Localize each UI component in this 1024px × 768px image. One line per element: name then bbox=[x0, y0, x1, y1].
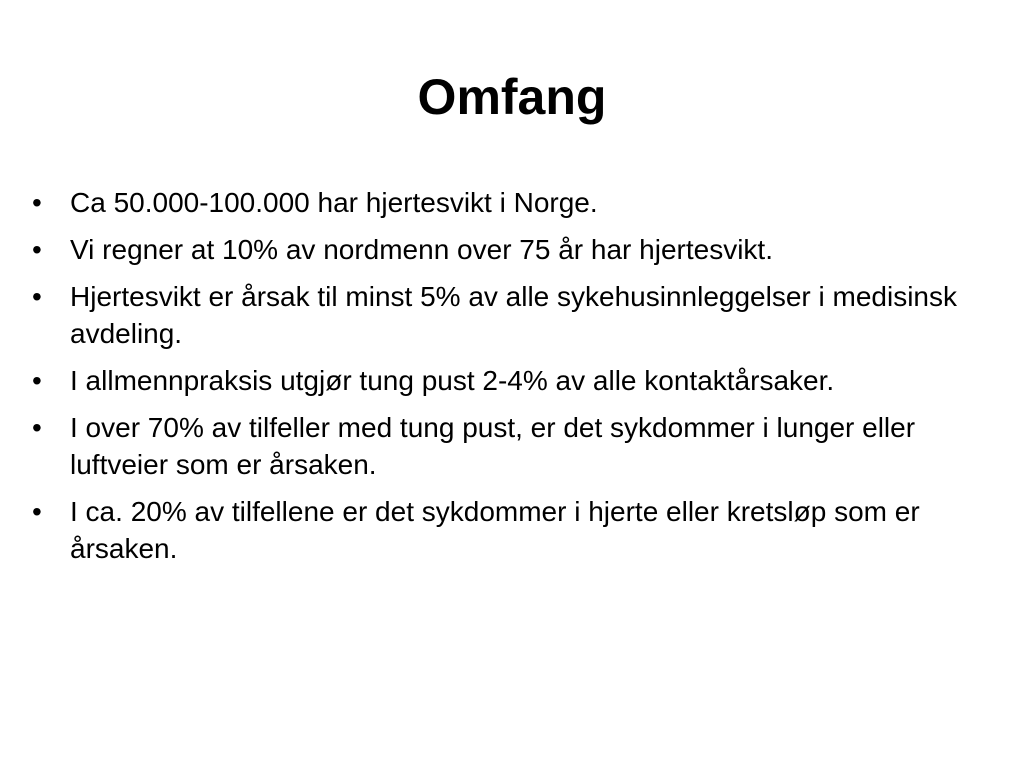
bullet-item bbox=[30, 493, 1000, 567]
bullet-text: I over 70% av tilfeller med tung pust, er det sykdommer i lunger eller luftveier som er årsaken. bbox=[70, 412, 916, 480]
bullet-item bbox=[30, 362, 1000, 399]
bullet-dot-icon: • bbox=[32, 234, 42, 265]
bullet-item bbox=[30, 409, 1000, 483]
bullet-text: Vi regner at 10% av nordmenn over 75 år har hjertesvikt. bbox=[70, 234, 773, 265]
bullet-text: Ca 50.000-100.000 har hjertesvikt i Norge. bbox=[70, 187, 598, 218]
bullet-text: I ca. 20% av tilfellene er det sykdommer i hjerte eller kretsløp som er årsaken. bbox=[70, 496, 920, 564]
bullet-item bbox=[30, 278, 1000, 352]
bullet-dot-icon: • bbox=[32, 496, 42, 527]
bullet-text: I allmennpraksis utgjør tung pust 2-4% av alle kontaktårsaker. bbox=[70, 365, 835, 396]
slide-title: Omfang bbox=[417, 69, 607, 125]
bullet-dot-icon: • bbox=[32, 281, 42, 312]
bullet-dot-icon: • bbox=[32, 412, 42, 443]
bullet-item bbox=[30, 184, 1000, 221]
bullet-item bbox=[30, 231, 1000, 268]
bullet-list bbox=[30, 184, 1000, 577]
bullet-dot-icon: • bbox=[32, 187, 42, 218]
bullet-dot-icon: • bbox=[32, 365, 42, 396]
bullet-text: Hjertesvikt er årsak til minst 5% av alle sykehusinnleggelser i medisinsk avdeling. bbox=[70, 281, 958, 349]
